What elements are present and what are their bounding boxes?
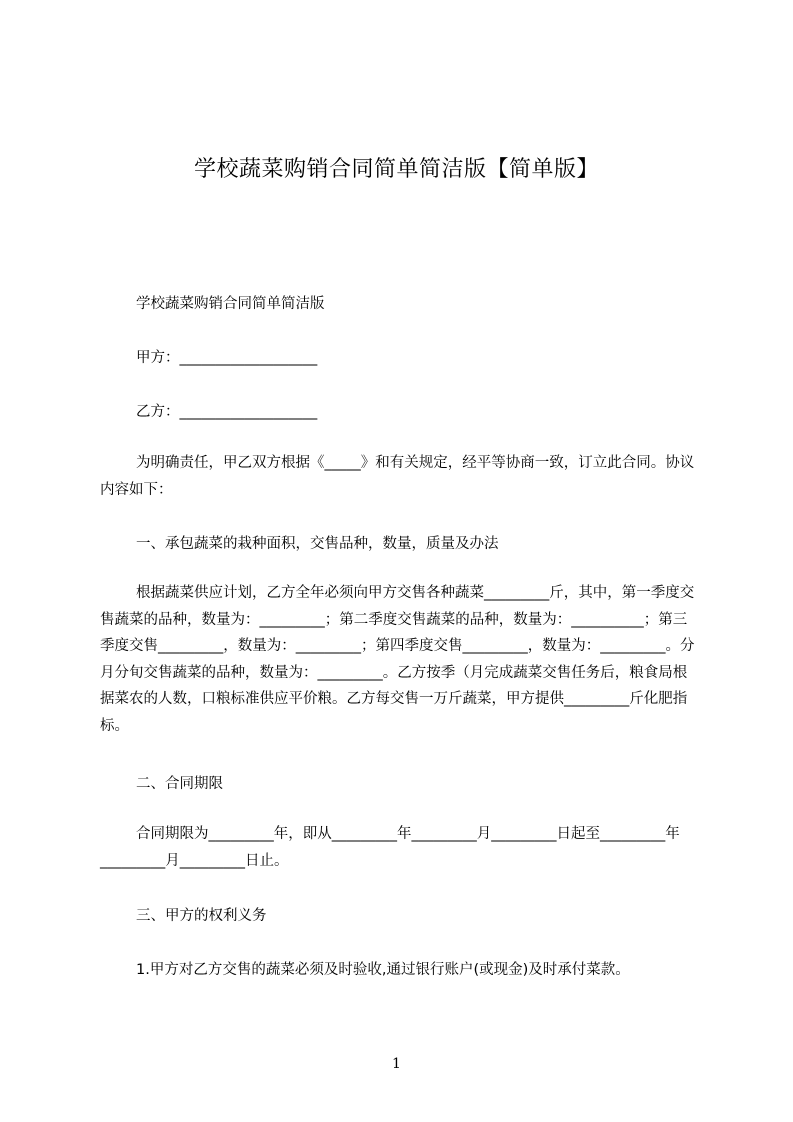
section-3-item-1: 1.甲方对乙方交售的蔬菜必须及时验收,通过银行账户(或现金)及时承付菜款。 [136,962,630,978]
page-number: 1 [392,1056,401,1072]
document-title: 学校蔬菜购销合同简单简洁版【简单版】 [193,156,599,182]
section-2-body: 合同期限为_________年，即从_________年_________月_________日起至_________年_________月_________日止。 [100,826,680,869]
section-3-heading: 三、甲方的权利义务 [136,908,267,924]
section-2-heading: 二、合同期限 [136,776,223,792]
section-1-body: 根据蔬菜供应计划，乙方全年必须向甲方交售各种蔬菜_________斤，其中，第一季度交售蔬菜的品种，数量为：_________；第二季度交售蔬菜的品种，数量为：__________；第三季度交售_________，数量为：_________；第四季度交售_________，数量为：_________。分月分旬交售蔬菜的品种，数量为：_________。乙方按季（月完成蔬菜交售任务后，粮食局根据菜农的人数，口粮标准供应平价粮。乙方每交售一万斤蔬菜，甲方提供_________斤化肥指标。 [100,585,695,734]
contract-subtitle: 学校蔬菜购销合同简单简洁版 [136,296,325,312]
party-a-line: 甲方：___________________ [136,350,318,366]
intro-paragraph: 为明确责任，甲乙双方根据《_____》和有关规定，经平等协商一致，订立此合同。协议内容如下： [100,455,695,498]
section-1-heading: 一、承包蔬菜的栽种面积，交售品种，数量，质量及办法 [136,536,499,552]
party-b-line: 乙方：___________________ [136,404,318,420]
